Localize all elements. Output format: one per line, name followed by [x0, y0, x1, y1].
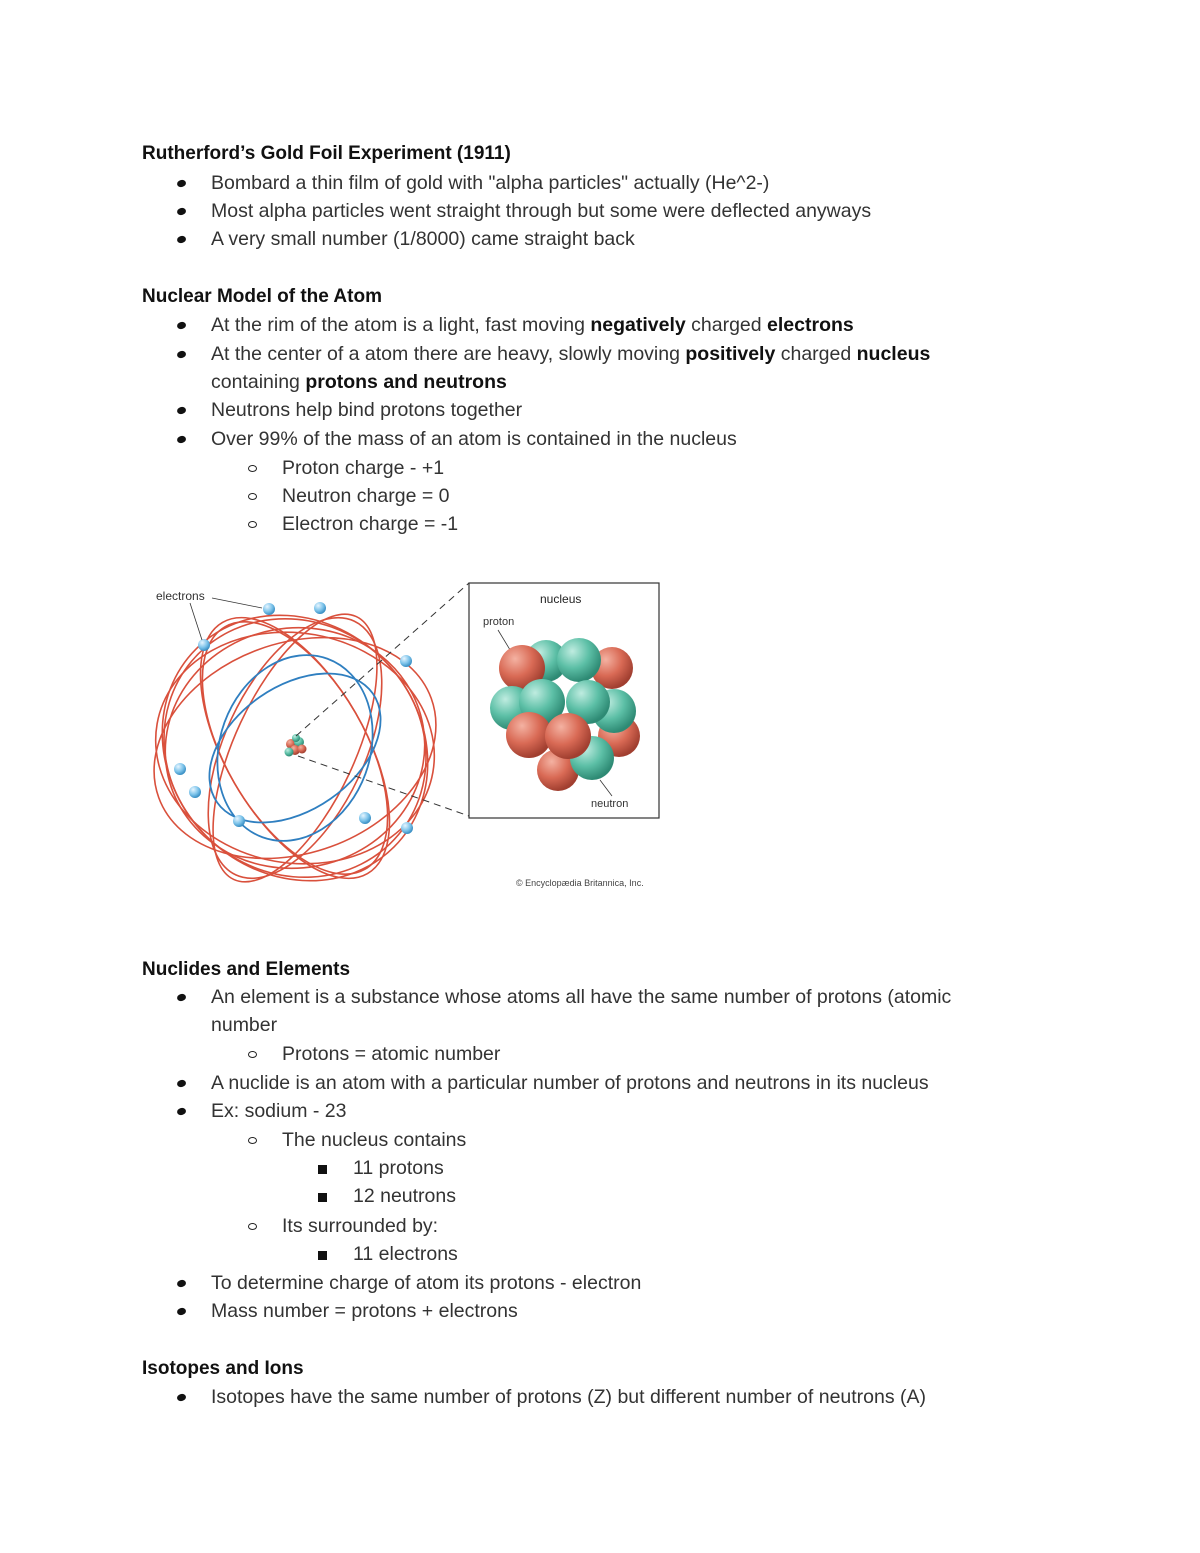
section-heading-rutherford: Rutherford’s Gold Foil Experiment (1911) — [142, 143, 511, 164]
list-item-continuation: containing protons and neutrons — [211, 371, 507, 393]
sub-list-item: Its surrounded by: — [282, 1215, 439, 1237]
square-bullet-icon — [318, 1165, 327, 1174]
sub-sub-list-item: 11 electrons — [353, 1243, 458, 1265]
circle-bullet-icon — [248, 521, 257, 528]
list-item: At the rim of the atom is a light, fast moving negatively charged electrons — [211, 314, 854, 336]
list-item: Bombard a thin film of gold with "alpha particles" actually (He^2-) — [211, 172, 770, 194]
bullet-icon — [176, 321, 187, 330]
zoom-lines — [296, 583, 469, 816]
list-item: Most alpha particles went straight through but some were deflected anyways — [211, 200, 872, 222]
section-heading-nuclear-model: Nuclear Model of the Atom — [142, 286, 382, 307]
bullet-icon — [176, 1393, 187, 1402]
circle-bullet-icon — [248, 1137, 257, 1144]
bullet-icon — [176, 207, 187, 216]
section-heading-nuclides: Nuclides and Elements — [142, 959, 351, 980]
list-item: Ex: sodium - 23 — [211, 1100, 347, 1122]
sub-list-item: The nucleus contains — [282, 1129, 467, 1151]
red-orbits — [150, 578, 482, 898]
bullet-icon — [176, 1079, 187, 1088]
sub-list-item: Neutron charge = 0 — [282, 485, 450, 507]
proton-label: proton — [483, 616, 515, 628]
square-bullet-icon — [318, 1193, 327, 1202]
circle-bullet-icon — [248, 465, 257, 472]
bullet-icon — [176, 235, 187, 244]
bullet-icon — [176, 350, 187, 359]
list-item: Mass number = protons + electrons — [211, 1300, 518, 1322]
bullet-icon — [176, 1279, 187, 1288]
electrons-label: electrons — [156, 589, 205, 603]
sub-sub-list-item: 12 neutrons — [353, 1185, 456, 1207]
list-item: A nuclide is an atom with a particular number of protons and neutrons in its nucleus — [211, 1072, 929, 1094]
circle-bullet-icon — [248, 1051, 257, 1058]
list-item: Over 99% of the mass of an atom is contained in the nucleus — [211, 428, 737, 450]
list-item: Neutrons help bind protons together — [211, 399, 523, 421]
sub-list-item: Electron charge = -1 — [282, 513, 459, 535]
list-item: An element is a substance whose atoms all have the same number of protons (atomic — [211, 986, 952, 1008]
list-item: To determine charge of atom its protons - electron — [211, 1272, 642, 1294]
section-heading-isotopes: Isotopes and Ions — [142, 1358, 304, 1379]
bullet-icon — [176, 406, 187, 415]
bullet-icon — [176, 179, 187, 188]
bullet-icon — [176, 1107, 187, 1116]
sub-list-item: Proton charge - +1 — [282, 457, 445, 479]
list-item: At the center of a atom there are heavy, slowly moving positively charged nucleus — [211, 343, 931, 365]
nucleus-label: nucleus — [540, 592, 582, 606]
neutron-label: neutron — [591, 798, 629, 810]
list-item: A very small number (1/8000) came straight back — [211, 228, 635, 250]
sub-list-item: Protons = atomic number — [282, 1043, 501, 1065]
atom-diagram — [150, 578, 670, 898]
bullet-icon — [176, 1307, 187, 1316]
central-nucleus — [285, 734, 307, 757]
bullet-icon — [176, 993, 187, 1002]
bullet-icon — [176, 435, 187, 444]
circle-bullet-icon — [248, 1223, 257, 1230]
credit-text: © Encyclopædia Britannica, Inc. — [516, 878, 644, 888]
list-item-continuation: number — [211, 1014, 278, 1036]
square-bullet-icon — [318, 1251, 327, 1260]
sub-sub-list-item: 11 protons — [353, 1157, 444, 1179]
list-item: Isotopes have the same number of protons (Z) but different number of neutrons (A) — [211, 1386, 927, 1408]
circle-bullet-icon — [248, 493, 257, 500]
